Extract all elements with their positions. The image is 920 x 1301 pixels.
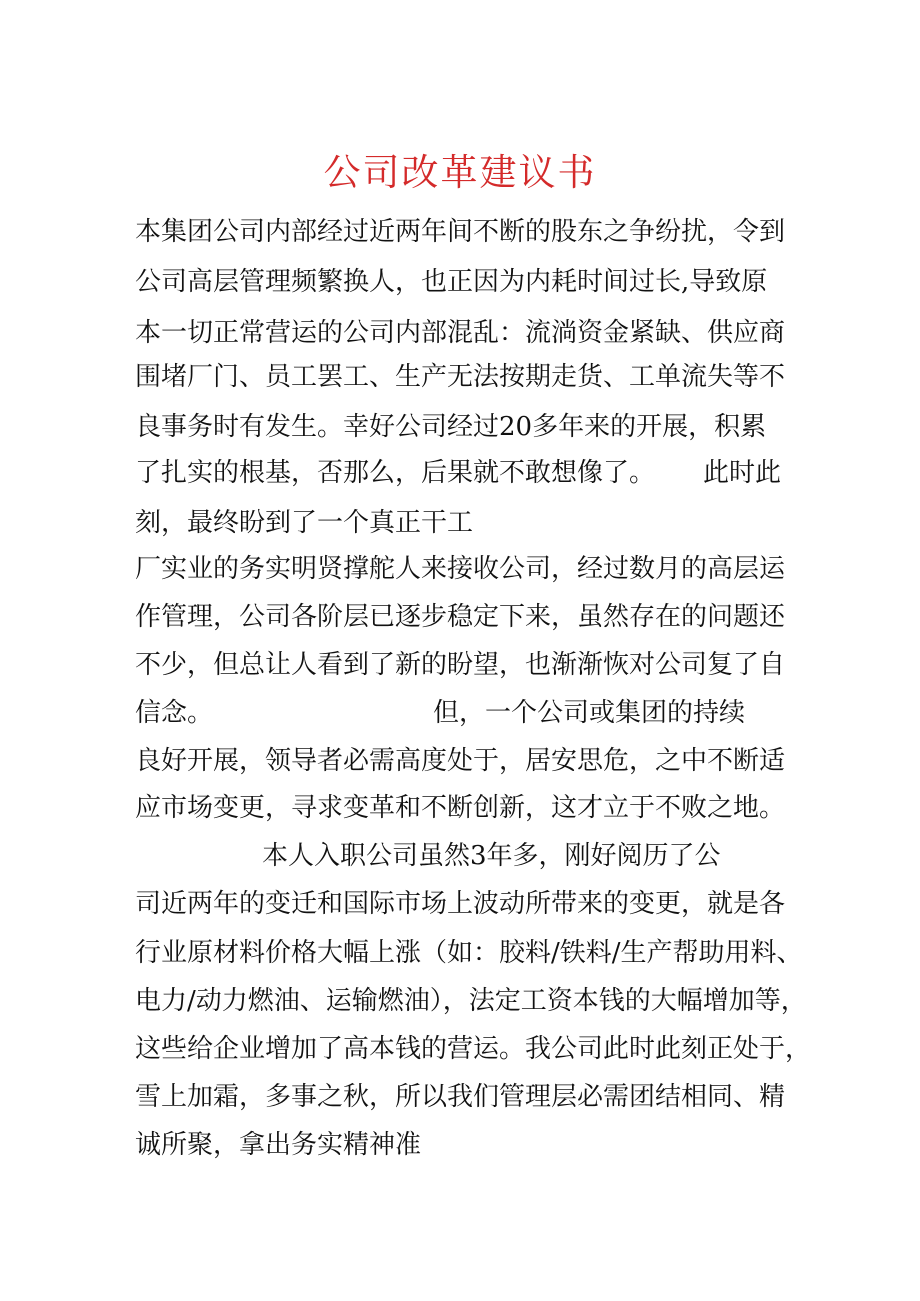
line-text: 雪上加霜，多事之秋，所以我们管理层必需团结相同、精 bbox=[135, 1082, 786, 1112]
body-line bbox=[135, 214, 785, 250]
line-text: 司近两年的变迁和国际市场上波动所带来的变更，就是各 bbox=[135, 889, 786, 919]
line-text: 诚所聚，拿出务实精神准 bbox=[135, 1130, 422, 1160]
body-line bbox=[135, 315, 785, 351]
line-text: 良好开展，领导者必需高度处于，居安思危，之中不断适 bbox=[135, 746, 786, 776]
line-text: 围堵厂门、员工罢工、生产无法按期走货、工单流失等不 bbox=[135, 362, 786, 392]
line-text: 厂实业的务实明贤撑舵人来接收公司，经过数月的高层运 bbox=[135, 554, 786, 584]
body-line bbox=[135, 551, 785, 587]
line-text: 作管理，公司各阶层已逐步稳定下来，虽然存在的问题还 bbox=[135, 602, 786, 632]
line-text: 刻，最终盼到了一个真正干工 bbox=[135, 508, 474, 538]
line-text: 电力/动力燃油、运输燃油），法定工资本钱的大幅增加等， bbox=[135, 986, 807, 1016]
body-line bbox=[135, 359, 785, 395]
body-line bbox=[135, 886, 785, 922]
body-line bbox=[135, 790, 785, 826]
line-text: 信念。 bbox=[135, 698, 214, 728]
line-text: 本一切正常营运的公司内部混乱：流淌资金紧缺、供应商 bbox=[135, 318, 786, 348]
line-text: 良事务时有发生。幸好公司经过20多年来的开展，积累 bbox=[135, 412, 767, 442]
line-text: 不少，但总让人看到了新的盼望，也渐渐恢对公司复了自 bbox=[135, 650, 786, 680]
line-text: 本集团公司内部经过近两年间不断的股东之争纷扰，令到 bbox=[135, 217, 786, 247]
body-line bbox=[135, 1079, 785, 1115]
body-line bbox=[135, 935, 803, 971]
line-text: 行业原材料价格大幅上涨（如：胶料/铁料/生产帮助用料、 bbox=[135, 938, 803, 968]
body-line bbox=[135, 695, 745, 731]
body-line bbox=[262, 838, 721, 874]
line-text: 了扎实的根基，否那么，后果就不敢想像了。 bbox=[135, 458, 656, 488]
body-line bbox=[135, 409, 766, 445]
line-text: 公司高层管理频繁换人，也正因为内耗时间过长,导致原 bbox=[135, 267, 768, 297]
body-line bbox=[135, 264, 767, 300]
body-line bbox=[135, 505, 473, 541]
line-text: 这些给企业增加了高本钱的营运。我公司此时此刻正处于， bbox=[135, 1034, 812, 1064]
line-text: 本人入职公司虽然3年多，刚好阅历了公 bbox=[262, 841, 721, 871]
body-line bbox=[135, 1127, 421, 1163]
body-line bbox=[135, 647, 785, 683]
document-title: 公司改革建议书 bbox=[323, 151, 597, 194]
line-text: 应市场变更，寻求变革和不断创新，这才立于不败之地。 bbox=[135, 793, 786, 823]
line-text: 此时此 bbox=[703, 458, 782, 488]
body-line bbox=[135, 1031, 811, 1067]
line-text: 但，一个公司或集团的持续 bbox=[433, 698, 746, 728]
body-line bbox=[135, 743, 785, 779]
body-line bbox=[135, 599, 785, 635]
body-line bbox=[135, 983, 807, 1019]
body-line bbox=[135, 455, 781, 491]
